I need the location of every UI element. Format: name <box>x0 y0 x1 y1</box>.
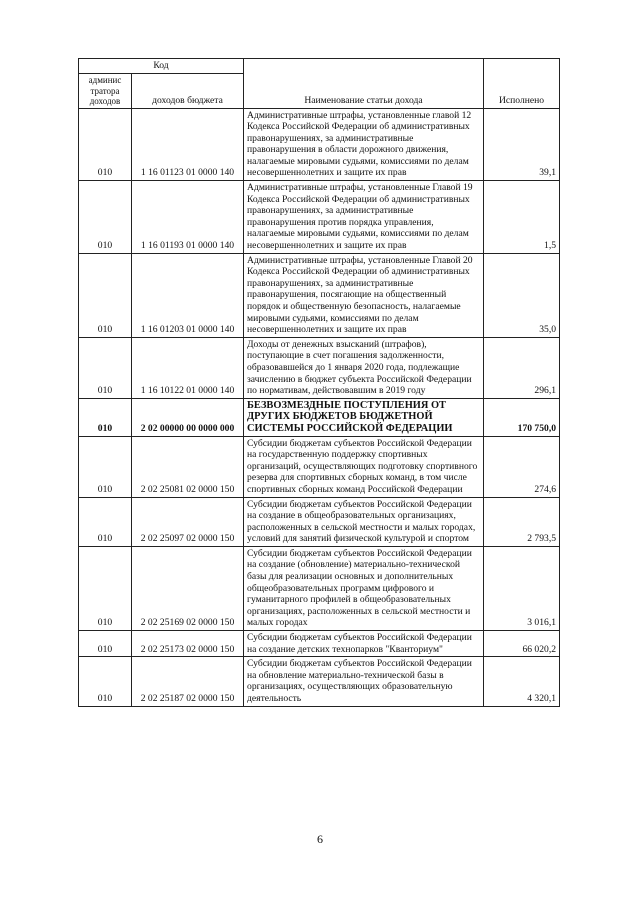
row-admin-code: 010 <box>79 657 132 706</box>
row-admin-code: 010 <box>79 546 132 630</box>
row-amount: 35,0 <box>484 253 560 337</box>
header-name: Наименование статьи дохода <box>244 59 484 109</box>
row-amount: 66 020,2 <box>484 631 560 657</box>
row-income-code: 1 16 01123 01 0000 140 <box>132 108 244 181</box>
table-body <box>79 108 560 706</box>
row-amount: 3 016,1 <box>484 546 560 630</box>
row-admin-code: 010 <box>79 108 132 181</box>
row-admin-code: 010 <box>79 181 132 254</box>
row-amount: 4 320,1 <box>484 657 560 706</box>
row-income-name: БЕЗВОЗМЕЗДНЫЕ ПОСТУПЛЕНИЯ ОТ ДРУГИХ БЮДЖЕТОВ БЮДЖЕТНОЙ СИСТЕМЫ РОССИЙСКОЙ ФЕДЕРАЦИИ <box>244 398 484 436</box>
row-admin-code: 010 <box>79 337 132 398</box>
table-row <box>79 181 560 254</box>
row-income-code: 2 02 25097 02 0000 150 <box>132 497 244 546</box>
header-admin: админис тратора доходов <box>79 74 132 109</box>
row-income-name: Субсидии бюджетам субъектов Российской Федерации на создание детских технопарков "Кванториум" <box>244 631 484 657</box>
row-amount: 170 750,0 <box>484 398 560 436</box>
row-amount: 2 793,5 <box>484 497 560 546</box>
row-amount: 296,1 <box>484 337 560 398</box>
row-income-code: 2 02 25081 02 0000 150 <box>132 436 244 497</box>
header-code: Код <box>79 59 244 74</box>
row-amount: 274,6 <box>484 436 560 497</box>
row-admin-code: 010 <box>79 497 132 546</box>
header-income-code: доходов бюджета <box>132 74 244 109</box>
row-income-name: Субсидии бюджетам субъектов Российской Федерации на государственную поддержку спортивных организаций, осуществляющих подготовку спортивного резерва для спортивных сборных команд, в том числе спортивных сборных команд Российской Федерации <box>244 436 484 497</box>
table-row <box>79 631 560 657</box>
row-income-code: 2 02 00000 00 0000 000 <box>132 398 244 436</box>
row-income-name: Административные штрафы, установленные главой 12 Кодекса Российской Федерации об административных правонарушениях, за административные правонарушения в области дорожного движения, налагаемые мировыми судьями, комиссиями по делам несовершеннолетних и защите их прав <box>244 108 484 181</box>
page-number: 6 <box>317 832 323 846</box>
row-income-name: Административные штрафы, установленные Главой 20 Кодекса Российской Федерации об административных правонарушениях, за административные правонарушения, посягающие на общественный порядок и общественную безопасность, налагаемые мировыми судьями, комиссиями по делам несовершеннолетних и защите их прав <box>244 253 484 337</box>
table-row <box>79 436 560 497</box>
row-amount: 39,1 <box>484 108 560 181</box>
row-income-name: Субсидии бюджетам субъектов Российской Федерации на создание (обновление) материально-технической базы для реализации основных и дополнительных общеобразовательных программ цифрового и гуманитарного профилей в общеобразовательных организациях, расположенных в сельской местности и малых городах <box>244 546 484 630</box>
row-admin-code: 010 <box>79 631 132 657</box>
row-income-code: 2 02 25173 02 0000 150 <box>132 631 244 657</box>
row-income-name: Субсидии бюджетам субъектов Российской Федерации на создание в общеобразовательных организациях, расположенных в сельской местности и малых городах, условий для занятий физической культурой и спортом <box>244 497 484 546</box>
row-income-code: 1 16 01193 01 0000 140 <box>132 181 244 254</box>
row-income-code: 1 16 01203 01 0000 140 <box>132 253 244 337</box>
row-amount: 1,5 <box>484 181 560 254</box>
row-income-name: Административные штрафы, установленные Главой 19 Кодекса Российской Федерации об административных правонарушениях, за административные правонарушения против порядка управления, налагаемые мировыми судьями, комиссиями по делам несовершеннолетних и защите их прав <box>244 181 484 254</box>
table-row <box>79 337 560 398</box>
table-row <box>79 657 560 706</box>
header-row-top <box>79 59 560 74</box>
row-income-code: 2 02 25187 02 0000 150 <box>132 657 244 706</box>
table-row <box>79 108 560 181</box>
row-admin-code: 010 <box>79 436 132 497</box>
table-row <box>79 497 560 546</box>
row-admin-code: 010 <box>79 398 132 436</box>
row-income-code: 2 02 25169 02 0000 150 <box>132 546 244 630</box>
table-row <box>79 398 560 436</box>
row-income-name: Субсидии бюджетам субъектов Российской Федерации на обновление материально-технической базы в организациях, осуществляющих образовательную деятельность <box>244 657 484 706</box>
budget-income-table <box>78 58 560 707</box>
table-row <box>79 546 560 630</box>
row-admin-code: 010 <box>79 253 132 337</box>
table-row <box>79 253 560 337</box>
row-income-name: Доходы от денежных взысканий (штрафов), поступающие в счет погашения задолженности, образовавшейся до 1 января 2020 года, подлежащие зачислению в бюджет субъекта Российской Федерации по нормативам, действовавшим в 2019 году <box>244 337 484 398</box>
row-income-code: 1 16 10122 01 0000 140 <box>132 337 244 398</box>
header-executed: Исполнено <box>484 59 560 109</box>
